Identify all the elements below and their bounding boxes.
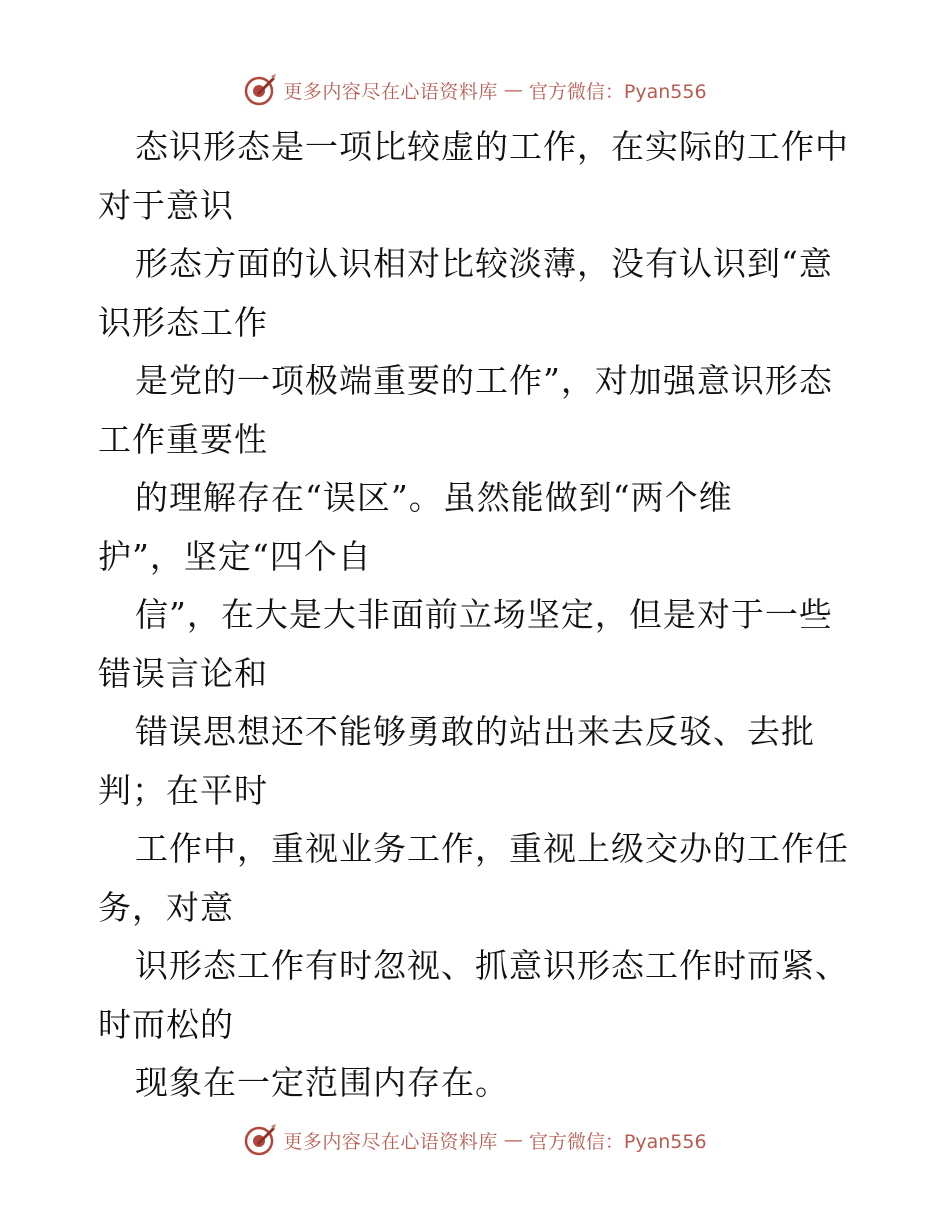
banner-title: 更多内容尽在心语资料库 — [283, 1130, 498, 1153]
body-line: 工作重要性 — [98, 419, 268, 459]
body-line: 态识形态是一项比较虚的工作，在实际的工作中 — [135, 127, 849, 166]
banner-wechat: 官方微信：Pyan556 — [528, 80, 707, 103]
header-banner — [0, 70, 950, 110]
banner-wechat: 官方微信：Pyan556 — [528, 1130, 707, 1153]
body-line: 是党的一项极端重要的工作”，对加强意识形态 — [135, 361, 833, 400]
body-line: 对于意识 — [98, 185, 234, 225]
body-line: 务，对意 — [98, 887, 234, 927]
document-body — [98, 118, 858, 1113]
body-line: 工作中，重视业务工作，重视上级交办的工作任 — [135, 829, 849, 868]
body-line: 错误言论和 — [98, 653, 268, 693]
body-line: 信”，在大是大非面前立场坚定，但是对于一些 — [135, 595, 833, 634]
body-line: 时而松的 — [98, 1004, 234, 1044]
banner-separator: — — [503, 79, 523, 101]
body-line: 的理解存在“误区”。虽然能做到“两个维 — [135, 478, 733, 517]
body-line: 形态方面的认识相对比较淡薄，没有认识到“意 — [135, 244, 833, 283]
banner-separator: — — [503, 1129, 523, 1151]
pen-logo-icon — [243, 73, 277, 107]
pen-logo-icon — [243, 1123, 277, 1157]
body-line: 错误思想还不能够勇敢的站出来去反驳、去批 — [135, 712, 815, 751]
body-line: 判；在平时 — [98, 770, 268, 810]
body-line: 识形态工作有时忽视、抓意识形态工作时而紧、 — [135, 946, 849, 985]
body-line: 识形态工作 — [98, 302, 268, 342]
body-line: 护”，坚定“四个自 — [98, 536, 372, 576]
body-line: 现象在一定范围内存在。 — [135, 1063, 509, 1102]
footer-banner — [0, 1120, 950, 1160]
banner-title: 更多内容尽在心语资料库 — [283, 80, 498, 103]
